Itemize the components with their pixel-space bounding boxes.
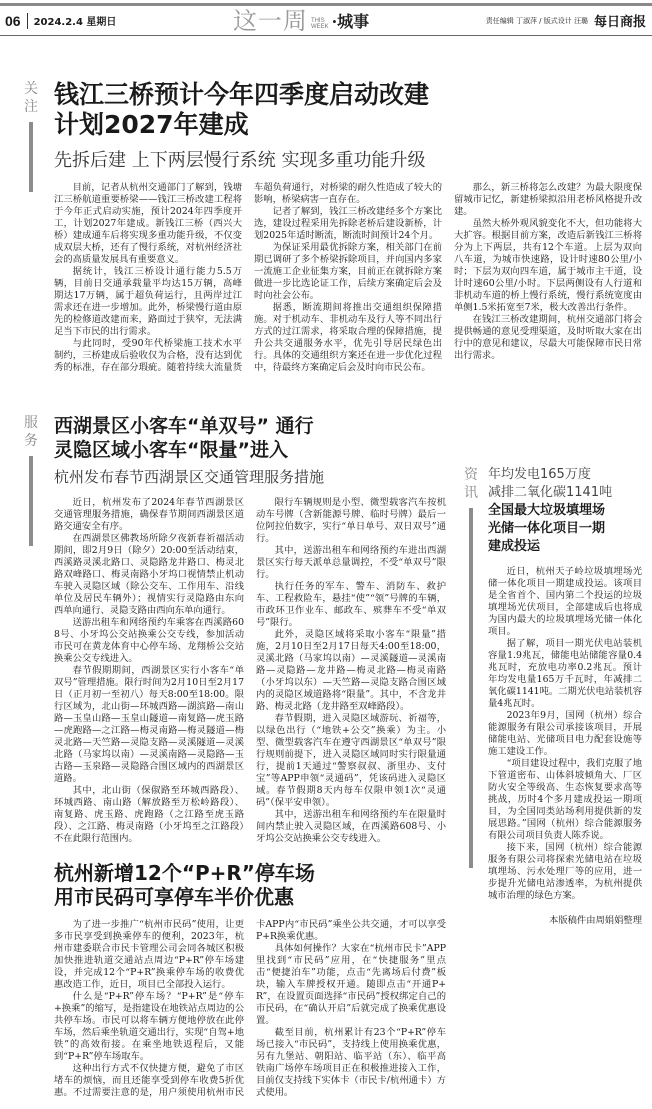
- article2-headline-line2: 灵隐区域小客车“限量”进入: [54, 439, 288, 461]
- paragraph: 具体如何操作？大家在“杭州市民卡”APP里找到“市民码”应用，在“快捷服务”里点击“便捷泊车”功能，点击“先离场后付费”板块，输入车牌授权开通。随即点击“开通P+R”，在设置页面选择“市民码”授权绑定自己的市民码，在“确认开启”后就完成了换乘优惠设置。: [256, 943, 446, 1026]
- article1-side-bar: [29, 122, 33, 192]
- article3-content: [54, 861, 446, 1099]
- paragraph: 虽然大桥外观风貌变化不大，但功能将大大扩容。根据目前方案，改造后新钱江三桥将分为上下两层，共有12个车道。上层为双向八车道，为城市快速路，设计时速80公里/小时；下层为双向四车道，属于城市主干道，设计时速60公里/小时。下层两侧设有人行道和非机动车道的桥上慢行系统，慢行系统宽度由单侧1.5米拓宽至7米，极大改善出行条件。: [454, 218, 642, 313]
- issue-date: 2024.2.4 星期日: [33, 17, 117, 28]
- sidebar-kicker-line1: 年均发电165万度: [488, 467, 591, 482]
- paragraph: 这种出行方式不仅快捷方便，避免了市区堵车的烦恼，而且还能享受到停车收费5折优惠。不过需要注意的是，用户须使用杭州市民卡APP内“市民码”乘坐公共交通，才可以享受P+R换乘优惠。: [54, 919, 446, 1098]
- article1-body: [54, 182, 642, 374]
- paragraph: 为了进一步推广“杭州市民码”使用，让更多市民享受到换乘停车的便利，2023年，杭州市建委联合市民卡管理公司会同各城区积极加快推进轨道交通站点周边“P+R”停车场建设，并完成12个“P+R”换乘停车场的收费优惠改造工作，近日，项目已全部投入运行。: [54, 919, 244, 990]
- sidebar-label: 资讯: [464, 467, 478, 501]
- sidebar-content: [488, 466, 642, 1099]
- paragraph: 接下来，国网（杭州）综合能源服务有限公司将探索光储电站在垃圾填埋场、污水处理厂等的应用，进一步提升光储电站渗透率，为杭州提供城市治理的绿色方案。: [488, 842, 642, 901]
- paragraph: 执行任务的军车、警车、消防车、救护车、工程救险车，悬挂“使”“领”号牌的车辆，市政环卫作业车、邮政车、殡葬车不受“单双号”限行。: [256, 581, 446, 628]
- brand-en-bottom: WEEK: [310, 23, 329, 30]
- article3-headline-line1: 杭州新增12个“P+R”停车场: [54, 861, 315, 885]
- article3-headline-line2: 用市民码可享停车半价优惠: [54, 885, 294, 909]
- sidebar-headline-line1: 全国最大垃圾填埋场: [488, 503, 606, 518]
- sidebar-headline-line2: 光储一体化项目一期: [488, 521, 606, 536]
- lower-section: [16, 414, 642, 1099]
- section-name: ·城事: [331, 11, 370, 31]
- paragraph: 据悉，断流期间将推出交通组织保障措施。对于机动车、非机动车及行人等不同出行方式的过江需求，将采取合理的保障措施，提升公共交通服务水平，优先引导居民绿色出行。具体的交通组织方案还在进一步优化过程中，待最终方案确定后会及时向市民公布。: [254, 302, 442, 373]
- section-brand: [233, 8, 369, 34]
- editor-credits: 责任编辑 丁淑萍 / 版式设计 汪璐: [485, 16, 588, 25]
- paragraph: 截至目前，杭州累计有23个“P+R”停车场已接入“市民码”，支持线上使用换乘优惠，另有九堡站、朝阳站、临平站（东）、临平高铁南广场停车场项目正在积极推进接入工作，目前仅支持线下实体卡（市民卡/杭州通卡）方式使用。: [256, 1027, 446, 1098]
- sidebar-kicker-line2: 减排二氧化碳1141吨: [488, 485, 613, 500]
- paragraph: 限行车辆规则是小型、微型载客汽车按机动车号牌（含新能源号牌、临时号牌）最后一位阿拉伯数字，实行“单日单号、双日双号”通行。: [256, 497, 446, 544]
- brand-title: 这一周: [232, 6, 308, 35]
- article1: [16, 80, 642, 374]
- article1-content: [54, 80, 642, 374]
- brand-en-top: THIS: [310, 17, 325, 24]
- sidebar-label-column: [460, 466, 482, 1099]
- article2-subhead: 杭州发布春节西湖景区交通管理服务措施: [54, 468, 325, 486]
- paragraph: 春节假期，进入灵隐区域游玩、祈福等，以绿色出行（“地铁+公交”换乘）为主。小型、微型载客汽车在遵守西湖景区“单双号”限行规则前提下，进入灵隐区域同时实行限量通行，提前1天通过“警察叔叔、浙里办、支付宝”等APP申领“灵通码”，凭该码进入灵隐区域。春节假期8天内每车仅限申领1次“灵通码”（保平安申领）。: [256, 713, 446, 808]
- article2: [16, 414, 446, 845]
- article3-body: [54, 919, 446, 1099]
- paragraph: 近日，杭州天子岭垃圾填埋场光储一体化项目一期建成投运。该项目是全省首个、国内第二个投运的垃圾填埋场光伏项目，全部建成后也将成为国内最大的垃圾填埋场光储一体化项目。: [488, 566, 642, 637]
- article2-label-column: [16, 414, 46, 845]
- paragraph: 记者了解到，钱江三桥改建经多个方案比选，建设过程采用先拆除老桥后建设新桥，计划2025年适时断流，断流时间预计24个月。: [254, 206, 442, 241]
- article2-headline-line1: 西湖景区小客车“单双号” 通行: [54, 415, 314, 437]
- paragraph: 在钱江三桥改建期间，杭州交通部门将会提供畅通的意见受理渠道，及时听取大家在出行中的意见和建议，尽最大可能保障市民日常出行需求。: [454, 314, 642, 361]
- paragraph: 此外，灵隐区域将采取小客车“限量”措施，2月10日至2月17日每天4:00至18:00，灵溪北路（马家坞以南）—灵溪隧道—灵溪南路—灵隐路—龙井路—梅灵北路—梅灵南路（小牙坞以东）—天竺路—灵隐支路合围区域内的灵隐区域道路将“限量”。其中，不含龙井路、梅灵北路（龙井路至双峰路段）。: [256, 629, 446, 712]
- sidebar-body: [488, 566, 642, 902]
- paragraph: 据统计，钱江三桥设计通行能力5.5万辆，目前日交通承载量平均达15万辆，高峰期达17万辆，属于超负荷运行，且两岸过江需求还在进一步增加。此外，桥梁慢行道由原先的检修道改建而来，路面过于狭窄，无法满足当下市民的出行需求。: [54, 266, 242, 337]
- article2-body: [54, 497, 446, 845]
- article1-label-column: [16, 80, 46, 374]
- newspaper-page: [0, 3, 652, 1109]
- paragraph: 为保证采用最优拆除方案，相关部门在前期已调研了多个桥梁拆除项目，并向国内多家一流施工企业征集方案，目前正在就拆除方案做进一步比选论证工作，后续方案确定后会及时向社会公布。: [254, 242, 442, 301]
- left-block: [16, 414, 446, 1099]
- page-credit: 本版稿件由周娟娟整理: [549, 915, 642, 926]
- article2-label: 服务: [24, 415, 38, 449]
- paragraph: 据了解，项目一期光伏电站装机容量1.9兆瓦，储能电站储能容量0.4兆瓦时，充放电功率0.2兆瓦。预计年均发电量165万千瓦时，年减排二氧化碳1141吨。二期光伏电站装机容量4兆瓦时。: [488, 638, 642, 709]
- article1-subhead: 先拆后建 上下两层慢行系统 实现多重功能升级: [54, 150, 426, 171]
- paragraph: 送游出租车和网络预约车乘客在西溪路608号、小牙坞公交站换乘公交专线，参加活动市民可在黄龙体育中心停车场、龙翔桥公交站换乘公交专线进入。: [54, 617, 244, 664]
- paragraph: 其中，送游出租车和网络预约车在限量时间内禁止驶入灵隐区域，在西溪路608号、小牙坞公交站换乘公交专线进入。: [256, 809, 446, 844]
- paragraph: 目前，记者从杭州交通部门了解到，钱塘江三桥航道重要桥梁——钱江三桥改建工程将于今年正式启动实施，预计2024年四季度开工，计划2027年建成。新钱江三桥（西兴大桥）建成通车后将实现多重功能升级，不仅变成双层大桥，还有了慢行系统，对杭州经济社会的高质量发展具有重要意义。: [54, 182, 242, 265]
- masthead: [0, 6, 652, 36]
- brand-en: [311, 18, 329, 30]
- article1-label: 关注: [24, 81, 38, 115]
- sidebar-side-bar: [469, 508, 473, 868]
- article1-headline-line2: 计划2027年建成: [54, 110, 249, 139]
- article1-headline-line1: 钱江三桥预计今年四季度启动改建: [54, 80, 430, 109]
- paragraph: “项目建设过程中，我们克服了地下管道密布、山体斜坡倾角大、厂区防火安全等级高、生态恢复要求高等挑战，历时4个多月建成投运一期项目，为全国同类站场利用提供新的发展思路。”国网（杭州）综合能源服务有限公司项目负责人陈乔说。: [488, 758, 642, 841]
- article3-label-column: [16, 861, 46, 1099]
- paragraph: 那么，新三桥将怎么改建？为最大限度保留城市记忆，新建桥梁拟沿用老桥风格提升改建。: [454, 182, 642, 217]
- article2-side-bar: [29, 456, 33, 546]
- article3: [16, 861, 446, 1099]
- article2-content: [54, 414, 446, 845]
- paragraph: 春节假期期间，西湖景区实行小客车“单双号”管理措施。限行时间为2月10日至2月17日（正月初一至初八）每天8:00至18:00。限行区域为，北山街—环城西路—湖滨路—南山路—玉皇山路—玉皇山隧道—南复路—虎玉路—虎跑路—之江路—梅灵南路—梅灵隧道—梅灵北路—天竺路—灵隐支路—灵溪隧道—灵溪北路（马家坞以南）—灵溪南路—灵隐路—玉古路—玉泉路—灵隐路合围区域内的西湖景区道路。: [54, 665, 244, 784]
- sidebar-headline-line3: 建成投运: [488, 539, 541, 554]
- paragraph: 2023年9月，国网（杭州）综合能源服务有限公司承接该项目，开展储能电站、光储项目电力配套设施等施工建设工作。: [488, 710, 642, 757]
- paragraph: 什么是“P+R”停车场？“P+R”是“停车+换乘”的缩写，是指建设在地铁站点周边的公共停车场。市民可以将车辆方便地停放在此停车场，然后乘坐轨道交通出行，实现“自驾+地铁”的高效衔接。在乘坐地铁返程后，又能到“P+R”停车场取车。: [54, 991, 244, 1062]
- paragraph: 在西湖景区佛教场所除夕夜新春祈福活动期间，即2月9日（除夕）20:00至活动结束，西溪路灵溪北路口、灵隐路龙井路口、梅灵北路双峰路口、梅灵南路小牙坞口视情禁止机动车驶入灵隐区域（除公交车、工作用车、沿线单位及居民车辆外）；视情实行灵隐路由东向西单向通行、灵隐支路由西向东单向通行。: [54, 533, 244, 616]
- paragraph: 其中，北山街（保俶路至环城西路段）、环城西路、南山路（解放路至万松岭路段）、南复路、虎玉路、虎跑路（之江路至虎玉路段）、之江路、梅灵南路（小牙坞至之江路段）不在此限行范围内。: [54, 785, 244, 844]
- paragraph: 其中，送游出租车和网络预约车进出西湖景区实行每天派单总量调控，不受“单双号”限行。: [256, 545, 446, 580]
- paragraph: 近日，杭州发布了2024年春节西湖景区交通管理服务措施，确保春节期间西湖景区道路交通安全有序。: [54, 497, 244, 532]
- paragraph: 与此同时，受90年代桥梁施工技术水平制约，三桥建成后验收仅为合格，没有达到优秀的标准，存在部分瑕疵。随着持续大流量货车超负荷通行，对桥梁的耐久性造成了较大的影响，桥梁病害一直存在。: [54, 182, 442, 373]
- sidebar: [460, 466, 642, 1099]
- page-number: 06: [5, 13, 28, 29]
- paper-name: 每日商报: [593, 15, 646, 30]
